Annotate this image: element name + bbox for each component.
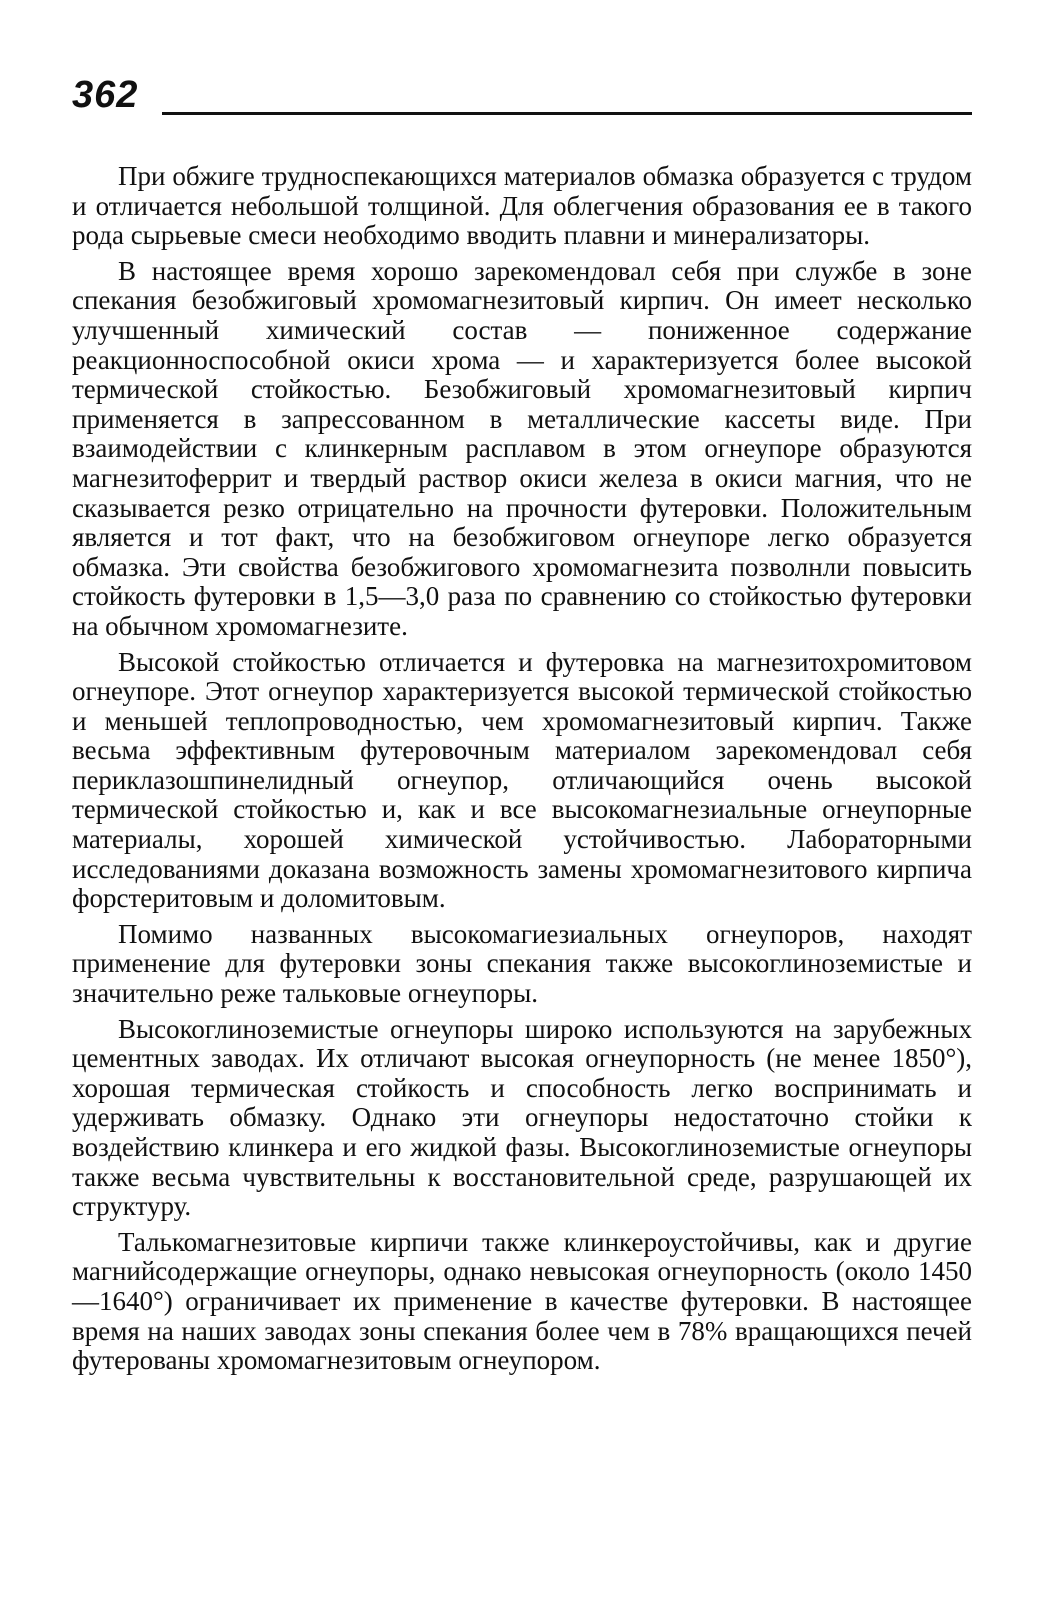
paragraph: При обжиге трудноспекающихся материалов обмазка образуется с трудом и отличается небольшой толщиной. Для облегчения образования ее в такого рода сырьевые смеси необходимо вводить плавни и минерализаторы. bbox=[72, 161, 972, 251]
paragraph: Талькомагнезитовые кирпичи также клинкероустойчивы, как и другие магнийсодержащие огнеупоры, однако невысокая огнеупорность (около 1450—1640°) ограничивает их применение в качестве футеровки. В настоящее время на наших заводах зоны спекания более чем в 78% вращающихся печей футерованы хромомагнезитовым огнеупором. bbox=[72, 1226, 972, 1376]
paragraph: Помимо названных высокомагиезиальных огнеупоров, находят применение для футеровки зоны спекания также высокоглиноземистые и значительно реже тальковые огнеупоры. bbox=[72, 918, 972, 1009]
page-number: 362 bbox=[72, 74, 139, 116]
page-header bbox=[72, 72, 972, 128]
paragraph: Высокоглиноземистые огнеупоры широко используются на зарубежных цементных заводах. Их отличают высокая огнеупорность (не менее 1850°), хорошая термическая стойкость и способность легко воспринимать и удерживать обмазку. Однако эти огнеупоры недостаточно стойки к воздействию клинкера и его жидкой фазы. Высокоглиноземистые огнеупоры также весьма чувствительны к восстановительной среде, разрушающей их структуру. bbox=[72, 1013, 972, 1222]
body-text bbox=[72, 162, 972, 1382]
paragraph: В настоящее время хорошо зарекомендовал себя при службе в зоне спекания безобжиговый хромомагнезитовый кирпич. Он имеет несколько улучшенный химический состав — пониженное содержание реакционноспособной окиси хрома — и характеризуется более высокой термической стойкостью. Безобжиговый хромомагнезитовый кирпич применяется в запрессованном в металлические кассеты виде. При взаимодействии с клинкерным расплавом в этом огнеупоре образуются магнезитоферрит и твердый раствор окиси железа в окиси магния, что не сказывается резко отрицательно на прочности футеровки. Положительным является и тот факт, что на безобжиговом огнеупоре легко образуется обмазка. Эти свойства безобжигового хромомагнезита позволнли повысить стойкость футеровки в 1,5—3,0 раза по сравнению со стойкостью футеровки на обычном хромомагнезите. bbox=[72, 255, 972, 641]
paragraph: Высокой стойкостью отличается и футеровка на магнезитохромитовом огнеупоре. Этот огнеупор характеризуется высокой термической стойкостью и меньшей теплопроводностью, чем хромомагнезитовый кирпич. Также весьма эффективным футеровочным материалом зарекомендовал себя периклазошпинелидный огнеупор, отличающийся очень высокой термической стойкостью и, как и все высокомагнезиальные огнеупорные материалы, хорошей химической устойчивостью. Лабораторными исследованиями доказана возможность замены хромомагнезитового кирпича форстеритовым и доломитовым. bbox=[72, 646, 972, 914]
header-rule bbox=[162, 112, 972, 115]
